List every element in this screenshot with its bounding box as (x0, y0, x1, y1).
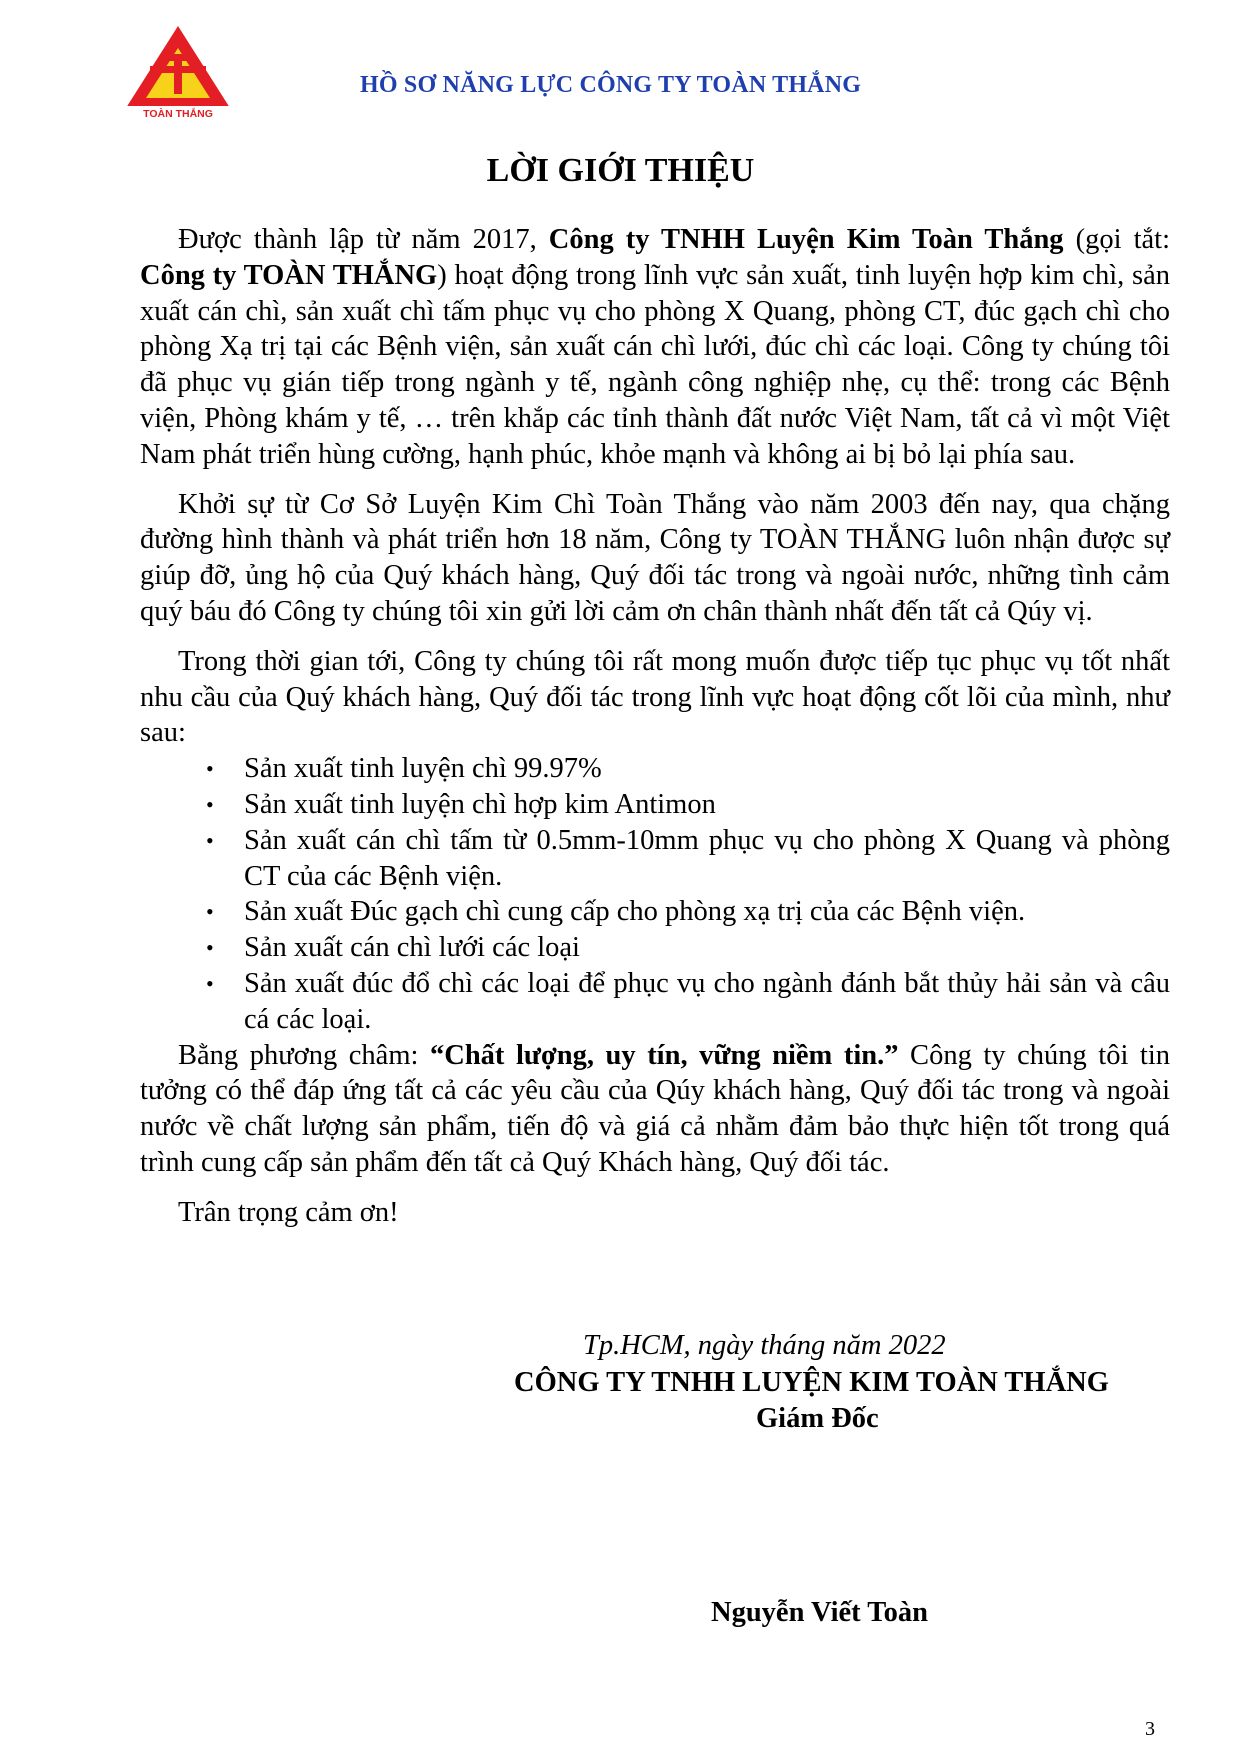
page-number: 3 (1145, 1718, 1155, 1740)
list-item: • Sản xuất tinh luyện chì 99.97% (140, 751, 1170, 787)
bullet-icon: • (206, 935, 214, 961)
plans-paragraph: Trong thời gian tới, Công ty chúng tôi rất mong muốn được tiếp tục phục vụ tốt nhất nhu cầu của Quý khách hàng, Quý đối tác trong lĩnh vực hoạt động cốt lõi của mình, như sau: (140, 645, 1170, 749)
intro-paragraph: Được thành lập từ năm 2017, Công ty TNHH Luyện Kim Toàn Thắng (gọi tắt: Công ty TOÀN THẮNG) hoạt động trong lĩnh vực sản xuất, tinh luyện hợp kim chì, sản xuất cán chì, sản xuất chì tấm phục vụ cho phòng X Quang, phòng CT, đúc gạch chì cho phòng Xạ trị tại các Bệnh viện, sản xuất cán chì lưới, đúc chì các loại. Công ty chúng tôi đã phục vụ gián tiếp trong ngành y tế, ngành công nghiệp nhẹ, cụ thể: trong các Bệnh viện, Phòng khám y tế, … trên khắp các tỉnh thành đất nước Việt Nam, tất cả vì một Việt Nam phát triển hùng cường, hạnh phúc, khỏe mạnh và không ai bị bỏ lại phía sau. (140, 224, 1170, 470)
signature-position: Giám Đốc (756, 1403, 879, 1434)
letter-body (140, 222, 1170, 1231)
services-list (140, 751, 1170, 1037)
list-item: • Sản xuất đúc đổ chì các loại để phục vụ cho ngành đánh bắt thủy hải sản và câu cá các loại. (206, 967, 1170, 1035)
logo-text: TOÀN THẮNG (143, 108, 213, 120)
history-paragraph: Khởi sự từ Cơ Sở Luyện Kim Chì Toàn Thắng vào năm 2003 đến nay, qua chặng đường hình thành và phát triển hơn 18 năm, Công ty TOÀN THẮNG luôn nhận được sự giúp đỡ, ủng hộ của Quý khách hàng, Quý đối tác trong và ngoài nước, những tình cảm quý báu đó Công ty chúng tôi xin gửi lời cảm ơn chân thành nhất đến tất cả Qúy vị. (140, 488, 1170, 627)
bullet-icon: • (206, 899, 214, 925)
list-item: • Sản xuất Đúc gạch chì cung cấp cho phòng xạ trị của các Bệnh viện. (140, 894, 1170, 930)
svg-text:TOÀN THẮNG (143, 107, 213, 120)
bullet-icon: • (206, 970, 214, 996)
motto-paragraph: Bằng phương châm: “Chất lượng, uy tín, vững niềm tin.” Công ty chúng tôi tin tưởng có thể đáp ứng tất cả các yêu cầu của Qúy khách hàng, Quý đối tác trong và ngoài nước về chất lượng sản phẩm, tiến độ và giá cả nhằm đảm bảo thực hiện tốt trong quá trình cung cấp sản phẩm đến tất cả Quý Khách hàng, Quý đối tác. (140, 1039, 1171, 1178)
company-logo (124, 24, 232, 120)
list-item: • Sản xuất tinh luyện chì hợp kim Antimon (140, 787, 1170, 823)
header-title: HỒ SƠ NĂNG LỰC CÔNG TY TOÀN THẮNG (360, 72, 862, 98)
signature-date: Tp.HCM, ngày tháng năm 2022 (583, 1330, 946, 1361)
signature-company: CÔNG TY TNHH LUYỆN KIM TOÀN THẮNG (514, 1367, 1109, 1398)
list-item: • Sản xuất cán chì tấm từ 0.5mm-10mm phục vụ cho phòng X Quang và phòng CT của các Bệnh viện. (206, 824, 1170, 892)
bullet-icon: • (206, 827, 214, 853)
logo-triangle-icon (124, 24, 232, 120)
page-title: LỜI GIỚI THIỆU (486, 152, 755, 189)
bullet-icon: • (206, 791, 214, 817)
signature-name: Nguyễn Viết Toàn (711, 1597, 928, 1628)
list-item: • Sản xuất cán chì lưới các loại (140, 930, 1170, 966)
closing-text: Trân trọng cảm ơn! (178, 1196, 399, 1228)
bullet-icon: • (206, 756, 214, 782)
